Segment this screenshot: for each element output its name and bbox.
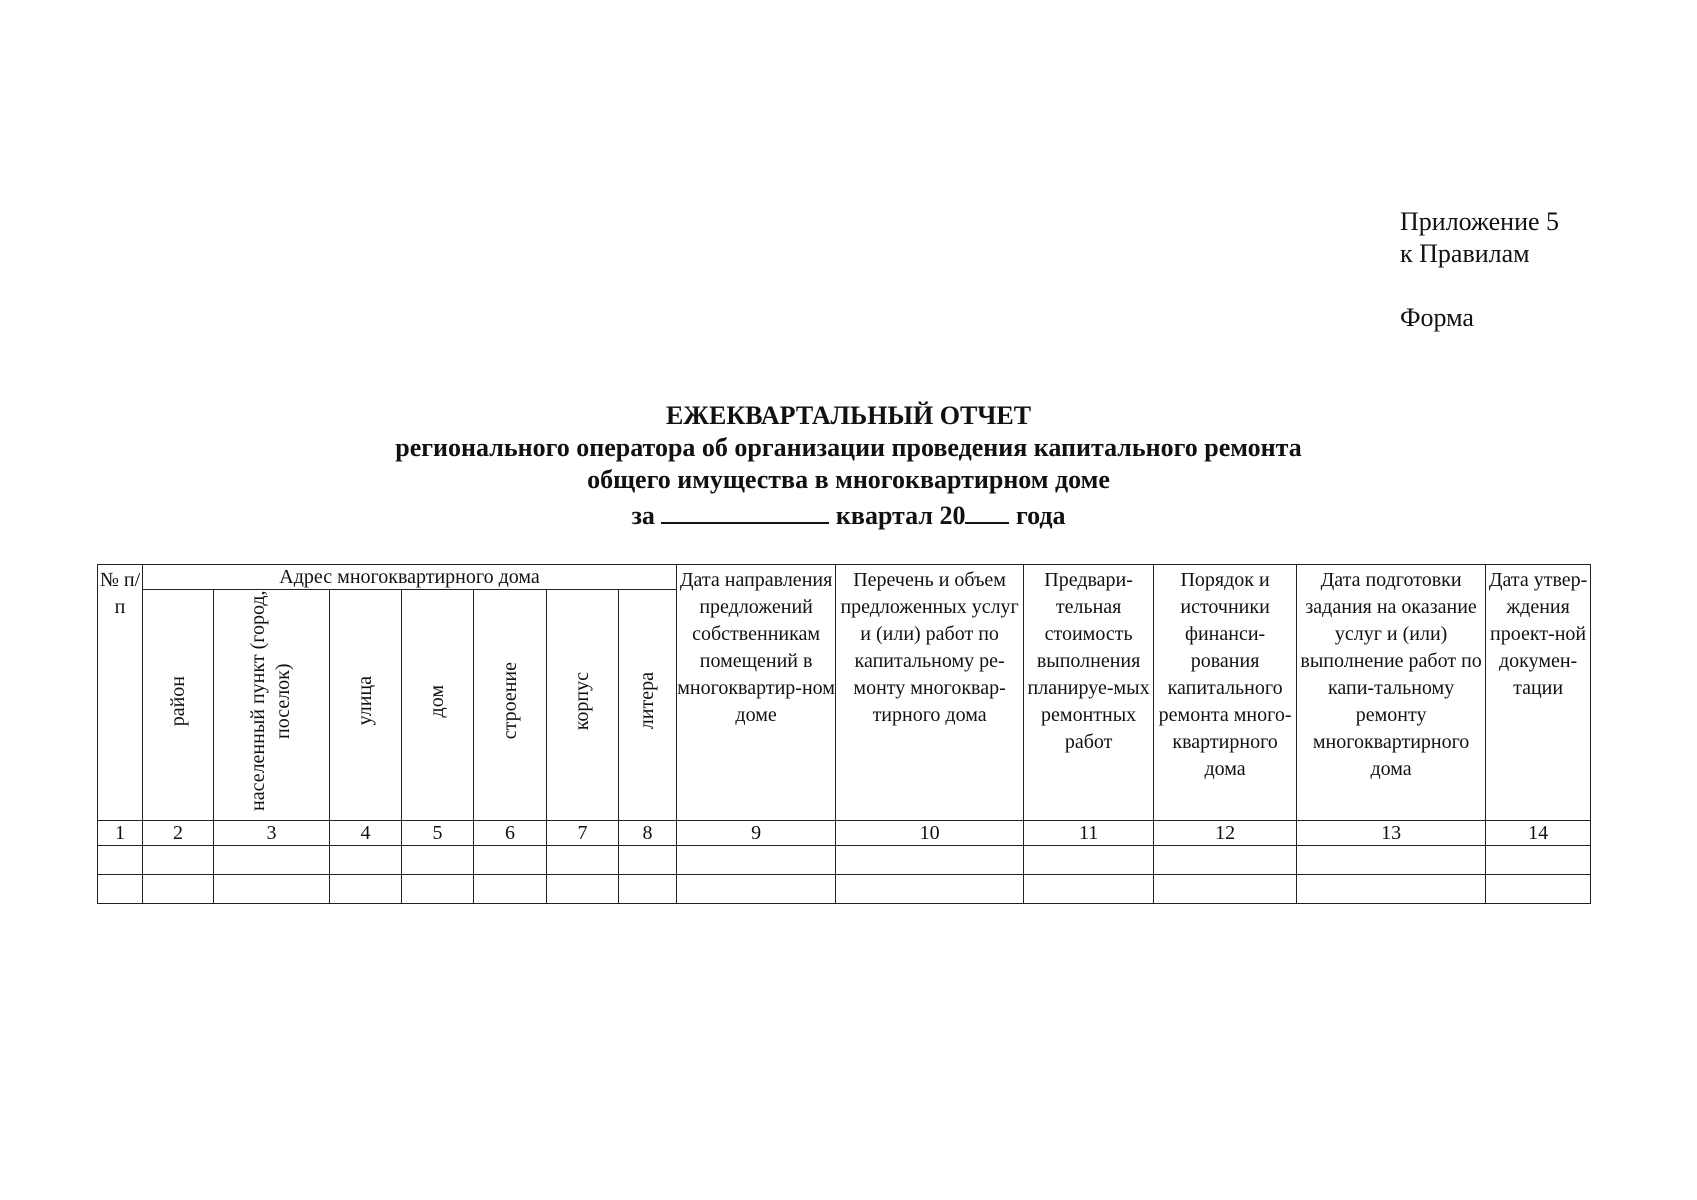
empty-cell — [1486, 875, 1591, 904]
header-row — [98, 565, 1591, 590]
header-col-10: Перечень и объем предложенных услуг и (или) работ по капитальному ре-монту многоквар-тирного дома — [836, 565, 1024, 821]
empty-cell — [1297, 875, 1486, 904]
subheader-street-label: улица — [354, 676, 376, 726]
empty-cell — [677, 846, 836, 875]
empty-cell — [1154, 846, 1297, 875]
empty-cell — [143, 846, 214, 875]
empty-cell — [836, 846, 1024, 875]
column-number: 7 — [547, 821, 619, 846]
column-number: 1 — [98, 821, 143, 846]
empty-cell — [214, 846, 330, 875]
subheader-house-label: дом — [426, 684, 448, 718]
title-main: ЕЖЕКВАРТАЛЬНЫЙ ОТЧЕТ — [665, 401, 1032, 430]
subheader-house — [402, 590, 474, 821]
period-middle: квартал 20 — [835, 501, 966, 530]
header-num: № п/п — [98, 565, 143, 821]
empty-cell — [619, 846, 677, 875]
subheader-locality — [214, 590, 330, 821]
header-address: Адрес многоквартирного дома — [143, 565, 677, 590]
column-number: 2 — [143, 821, 214, 846]
column-number: 5 — [402, 821, 474, 846]
empty-cell — [98, 846, 143, 875]
subheader-block — [547, 590, 619, 821]
subheader-letter — [619, 590, 677, 821]
column-number: 6 — [474, 821, 547, 846]
header-col-14: Дата утвер-ждения проект-ной докумен-тации — [1486, 565, 1591, 821]
title-line-3: общего имущества в многоквартирном доме — [587, 465, 1110, 494]
empty-cell — [1486, 846, 1591, 875]
empty-cell — [677, 875, 836, 904]
empty-cell — [474, 875, 547, 904]
subheader-building — [474, 590, 547, 821]
column-number: 13 — [1297, 821, 1486, 846]
title-line-2: регионального оператора об организации проведения капитального ремонта — [395, 433, 1302, 462]
subheader-locality-label: населенный пункт (город, поселок) — [246, 590, 294, 812]
empty-cell — [98, 875, 143, 904]
empty-cell — [330, 875, 402, 904]
period-suffix: года — [1015, 501, 1066, 530]
report-period — [0, 496, 1697, 532]
subheader-letter-label: литера — [636, 672, 659, 730]
empty-cell — [547, 846, 619, 875]
column-number: 9 — [677, 821, 836, 846]
empty-cell — [330, 846, 402, 875]
appendix-line-1: Приложение 5 — [1400, 207, 1560, 236]
empty-cell — [474, 846, 547, 875]
empty-cell — [1024, 846, 1154, 875]
quarter-blank — [661, 496, 829, 524]
column-number: 8 — [619, 821, 677, 846]
column-number: 14 — [1486, 821, 1591, 846]
subheader-block-label: корпус — [571, 671, 593, 731]
subheader-street — [330, 590, 402, 821]
column-number: 12 — [1154, 821, 1297, 846]
subheader-district — [143, 590, 214, 821]
table-row — [98, 875, 1591, 904]
empty-cell — [402, 846, 474, 875]
empty-cell — [1297, 846, 1486, 875]
appendix-line-2: к Правилам — [1400, 239, 1530, 268]
column-number: 3 — [214, 821, 330, 846]
report-table — [97, 564, 1591, 904]
empty-cell — [214, 875, 330, 904]
empty-cell — [619, 875, 677, 904]
header-col-9: Дата направления предложений собственникам помещений в многоквартир-ном доме — [677, 565, 836, 821]
column-number: 10 — [836, 821, 1024, 846]
header-col-11: Предвари-тельная стоимость выполнения планируе-мых ремонтных работ — [1024, 565, 1154, 821]
header-col-12: Порядок и источники финанси-рования капитального ремонта много-квартирного дома — [1154, 565, 1297, 821]
year-blank — [965, 496, 1009, 524]
column-number: 4 — [330, 821, 402, 846]
empty-cell — [143, 875, 214, 904]
subheader-building-label: строение — [498, 662, 521, 740]
empty-cell — [1024, 875, 1154, 904]
empty-cell — [836, 875, 1024, 904]
column-number-row — [98, 821, 1591, 846]
form-label: Форма — [1400, 303, 1474, 332]
subheader-district-label: район — [166, 675, 189, 727]
appendix-note — [1400, 206, 1559, 334]
empty-cell — [1154, 875, 1297, 904]
empty-cell — [402, 875, 474, 904]
empty-cell — [547, 875, 619, 904]
report-title — [0, 400, 1697, 532]
column-number: 11 — [1024, 821, 1154, 846]
table-row — [98, 846, 1591, 875]
period-prefix: за — [631, 501, 655, 530]
header-col-13: Дата подготовки задания на оказание услуг и (или) выполнение работ по капи-тальному ремонту многоквартирного дома — [1297, 565, 1486, 821]
